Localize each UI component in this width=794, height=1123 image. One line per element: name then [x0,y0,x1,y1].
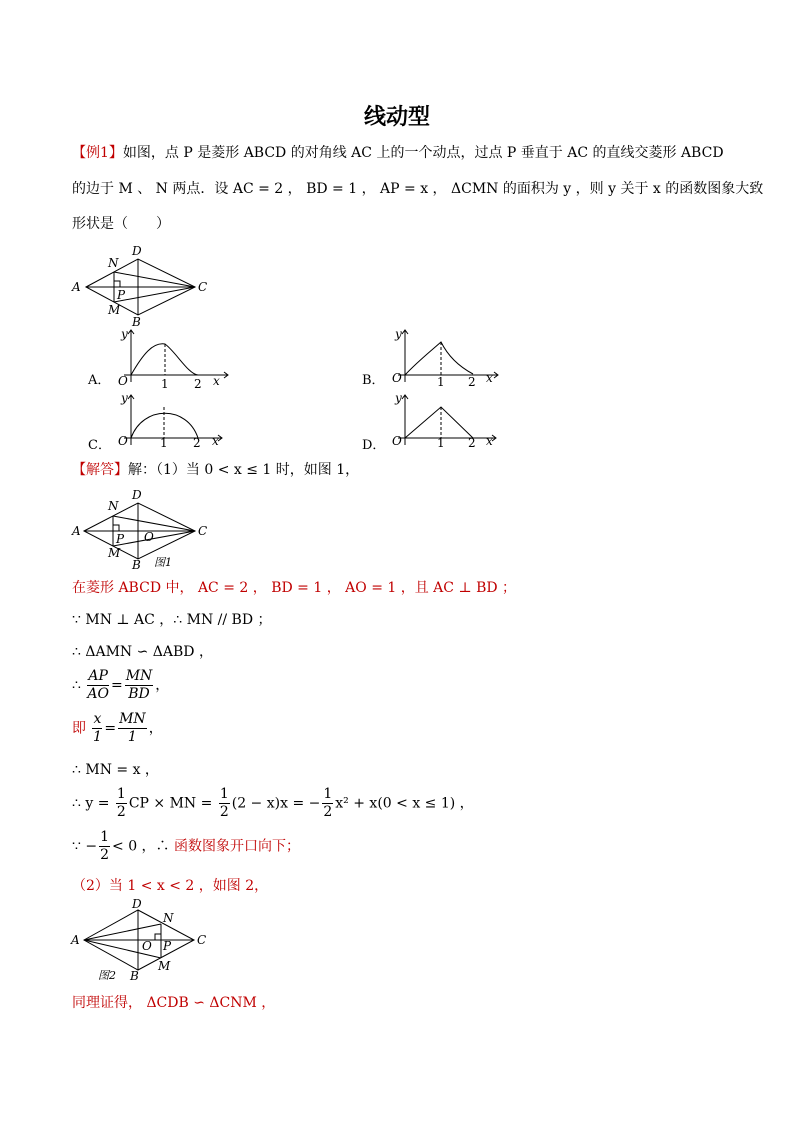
svg-text:2: 2 [194,377,202,391]
solution-step-5: 即 $\frac{x}{1}$ = $\frac{MN}{1}$ ， [72,711,163,745]
svg-text:O: O [392,371,402,385]
curve-d [405,407,473,438]
svg-text:A: A [71,933,80,947]
solution-intro: 解：（1）当 0 < x ≤ 1 时，如图 1， [128,462,360,478]
svg-text:x: x [486,434,493,448]
right-angle-mark [114,281,120,287]
svg-text:B: B [132,558,141,572]
choice-b-label: B． [362,373,385,388]
svg-text:2: 2 [468,436,476,450]
svg-text:O: O [118,374,128,388]
svg-text:1: 1 [160,436,168,450]
rhombus-figure [68,242,218,328]
solution-tag: 【解答】 [72,462,128,478]
label-c: C [198,280,208,294]
svg-text:1: 1 [437,375,445,389]
svg-text:y: y [121,327,128,341]
svg-text:O: O [144,530,154,544]
svg-text:y: y [121,391,128,405]
svg-text:A: A [72,524,81,538]
label-b: B [132,315,141,329]
figure-2 [68,898,218,984]
choice-c-graph [88,389,238,453]
svg-text:P: P [163,939,172,953]
example-tag: 【例1】 [72,145,123,161]
solution-intro-line [72,460,359,480]
label-d: D [132,244,142,258]
svg-text:x: x [486,371,493,385]
example-line-1 [72,143,724,163]
svg-text:M: M [158,959,171,973]
segment-nc [114,272,195,287]
solution-step-7: ∴ y = $\frac{1}{2}$ CP × MN = $\frac{1}{2}$ (2 − x)x = − $\frac{1}{2}$ x² + x(0 < x ≤ 1) ， [72,786,474,820]
svg-text:2: 2 [468,375,476,389]
svg-text:O: O [392,434,402,448]
svg-text:y: y [395,391,402,405]
solution-step-3: ∴ ΔAMN ∽ ΔABD ， [72,644,213,660]
svg-text:O: O [142,939,152,953]
svg-text:C: C [198,524,208,538]
svg-text:2: 2 [193,436,201,450]
svg-text:y: y [395,327,402,341]
svg-text:D: D [132,897,142,911]
svg-text:N: N [108,499,119,513]
label-p: P [117,288,126,302]
choice-d-label: D． [362,438,386,453]
svg-text:D: D [132,488,142,502]
choice-c-label: C． [88,438,111,453]
solution-step-10: 同理证得， ΔCDB ∽ ΔCNM ， [72,995,276,1011]
curve-b [405,342,473,375]
choice-d-graph [362,389,512,453]
label-a: A [72,280,81,294]
figure-2-caption: 图2 [98,969,116,982]
segment-mc [114,287,195,302]
figure-1 [68,486,218,572]
solution-step-1: 在菱形 ABCD 中， AC = 2 ， BD = 1 ， AO = 1 ，且 AC ⊥ BD ； [72,580,517,596]
figure-1-caption: 图1 [154,556,172,569]
svg-text:1: 1 [161,377,169,391]
solution-step-6: ∴ MN = x ， [72,762,159,778]
solution-step-9: （2）当 1 < x < 2 ，如图 2， [72,878,269,894]
svg-text:N: N [163,911,174,925]
example-line-2: 的边于 M 、 N 两点．设 AC = 2 ， BD = 1 ， AP = x ， ΔCMN 的面积为 y ，则 y 关于 x 的函数图象大致 [72,181,764,197]
svg-text:x: x [212,434,219,448]
example-line-3: 形状是（ ） [72,216,170,232]
svg-text:O: O [118,434,128,448]
label-m: M [108,303,121,317]
page-title: 线动型 [363,105,430,130]
svg-text:B: B [130,969,139,983]
example-text-1: 如图，点 P 是菱形 ABCD 的对角线 AC 上的一个动点，过点 P 垂直于 AC 的直线交菱形 ABCD [122,145,724,161]
solution-step-8: ∵ − $\frac{1}{2}$ < 0 ，∴ 函数图象开口向下； [72,829,301,863]
svg-text:C: C [197,933,207,947]
choice-a-label: A． [88,373,111,388]
svg-text:1: 1 [437,436,445,450]
solution-step-4: ∴ $\frac{AP}{AO}$ = $\frac{MN}{BD}$ ， [72,668,170,702]
svg-text:M: M [108,546,121,560]
label-n: N [108,256,119,270]
svg-text:P: P [116,532,125,546]
choice-b-graph [362,322,512,390]
choice-a-graph [88,322,238,390]
svg-text:x: x [213,374,220,388]
solution-step-2: ∵ MN ⊥ AC ，∴ MN // BD ； [72,612,272,628]
